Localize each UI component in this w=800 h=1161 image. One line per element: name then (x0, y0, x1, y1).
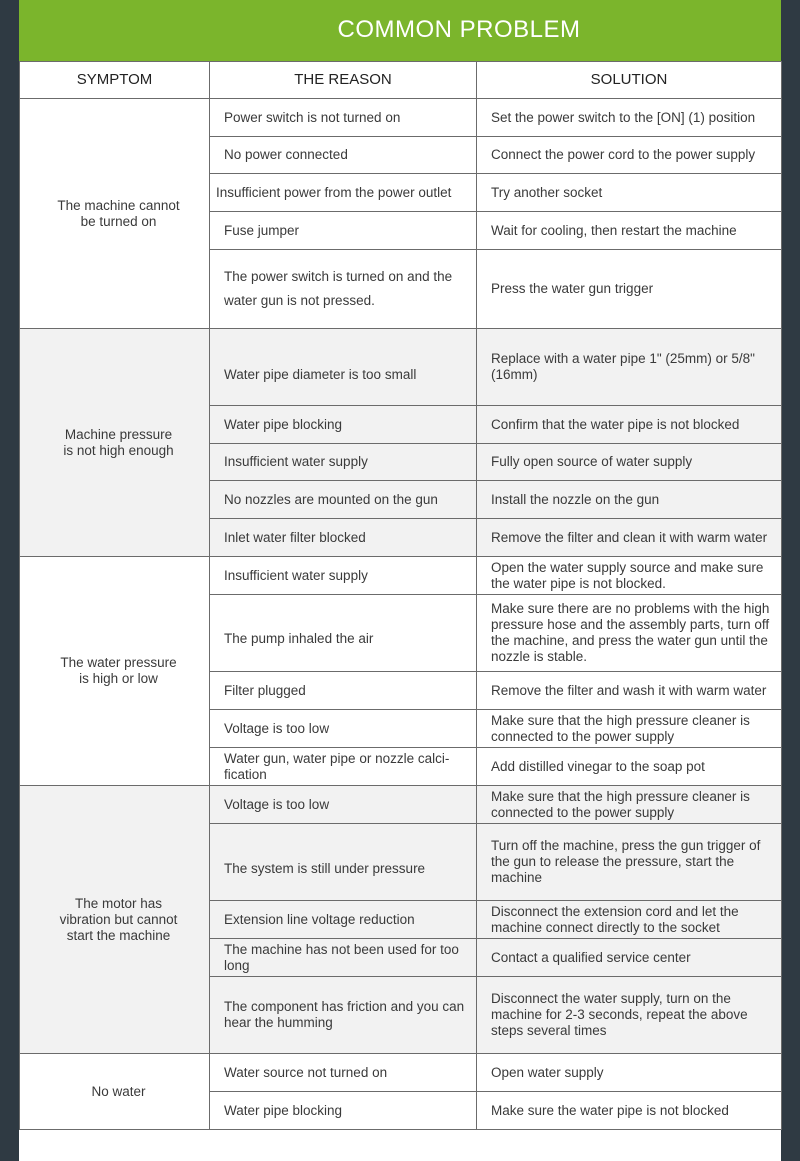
symptom-line: be turned on (80, 213, 157, 229)
solution-cell: Install the nozzle on the gun (477, 481, 782, 519)
solution-cell: Open the water supply source and make sure the water pipe is not blocked. (477, 557, 782, 595)
solution-cell: Open water supply (477, 1054, 782, 1092)
reason-cell: Filter plugged (210, 672, 477, 710)
table-row (20, 99, 782, 137)
solution-cell: Set the power switch to the [ON] (1) position (477, 99, 782, 137)
reason-cell: Water pipe diameter is too small (210, 329, 477, 406)
solution-cell: Try another socket (477, 174, 782, 212)
solution-cell: Remove the filter and wash it with warm water (477, 672, 782, 710)
reason-cell: The component has friction and you can hear the humming (210, 977, 477, 1054)
table-row (20, 557, 782, 595)
reason-cell: Power switch is not turned on (210, 99, 477, 137)
reason-cell: The pump inhaled the air (210, 595, 477, 672)
symptom-cell (20, 329, 210, 557)
symptom-line: is high or low (79, 671, 158, 686)
solution-cell: Press the water gun trigger (477, 250, 782, 329)
symptom-line: Machine pressure (64, 426, 173, 442)
solution-cell: Make sure the water pipe is not blocked (477, 1092, 782, 1130)
title-banner (19, 0, 781, 61)
solution-cell: Contact a qualified service center (477, 939, 782, 977)
reason-cell: Voltage is too low (210, 710, 477, 748)
symptom-line: is not high enough (63, 442, 174, 458)
reason-cell: Insufficient water supply (210, 557, 477, 595)
solution-cell: Remove the filter and clean it with warm water (477, 519, 782, 557)
symptom-cell (20, 557, 210, 786)
solution-cell: Make sure that the high pressure cleaner is connected to the power supply (477, 786, 782, 824)
solution-cell: Disconnect the water supply, turn on the machine for 2-3 seconds, repeat the above steps several times (477, 977, 782, 1054)
solution-cell: Fully open source of water supply (477, 444, 782, 481)
symptom-line: No water (91, 1083, 146, 1099)
table-header-row (20, 62, 782, 99)
solution-cell: Add distilled vinegar to the soap pot (477, 748, 782, 786)
symptom-cell (20, 99, 210, 329)
reason-cell: Inlet water filter blocked (210, 519, 477, 557)
table-row (20, 329, 782, 406)
solution-cell: Make sure there are no problems with the high pressure hose and the assembly parts, turn off the machine, and press the water gun until the nozzle is stable. (477, 595, 782, 672)
solution-cell: Make sure that the high pressure cleaner is connected to the power supply (477, 710, 782, 748)
table-row (20, 1054, 782, 1092)
symptom-cell (20, 786, 210, 1054)
reason-cell: Voltage is too low (210, 786, 477, 824)
header-symptom: SYMPTOM (20, 62, 210, 99)
symptom-line: The motor has (74, 895, 163, 911)
reason-cell: No nozzles are mounted on the gun (210, 481, 477, 519)
problem-table-page (19, 0, 781, 1161)
reason-cell: The power switch is turned on and the water gun is not pressed. (210, 250, 477, 329)
reason-cell: The machine has not been used for too long (210, 939, 477, 977)
reason-cell: Insufficient water supply (210, 444, 477, 481)
reason-cell: Water pipe blocking (210, 1092, 477, 1130)
solution-cell: Disconnect the extension cord and let the machine connect directly to the socket (477, 901, 782, 939)
symptom-line: vibration but cannot (59, 911, 178, 927)
reason-cell: Water source not turned on (210, 1054, 477, 1092)
symptom-line: The water pressure (60, 655, 177, 670)
reason-cell: No power connected (210, 137, 477, 174)
header-reason: THE REASON (210, 62, 477, 99)
symptom-line: The machine cannot (57, 197, 180, 213)
reason-cell: Extension line voltage reduction (210, 901, 477, 939)
reason-cell: Water gun, water pipe or nozzle calci-fication (210, 748, 477, 786)
page-title: COMMON PROBLEM (337, 16, 581, 43)
reason-cell: The system is still under pressure (210, 824, 477, 901)
solution-cell: Wait for cooling, then restart the machine (477, 212, 782, 250)
symptom-cell (20, 1054, 210, 1130)
solution-cell: Replace with a water pipe 1" (25mm) or 5/8" (16mm) (477, 329, 782, 406)
table-row (20, 786, 782, 824)
reason-cell: Insufficient power from the power outlet (210, 174, 477, 212)
solution-cell: Turn off the machine, press the gun trigger of the gun to release the pressure, start the machine (477, 824, 782, 901)
solution-cell: Connect the power cord to the power supply (477, 137, 782, 174)
reason-cell: Water pipe blocking (210, 406, 477, 444)
solution-cell: Confirm that the water pipe is not blocked (477, 406, 782, 444)
troubleshooting-table (19, 61, 782, 1130)
header-solution: SOLUTION (477, 62, 782, 99)
reason-cell: Fuse jumper (210, 212, 477, 250)
symptom-line: start the machine (66, 927, 171, 943)
